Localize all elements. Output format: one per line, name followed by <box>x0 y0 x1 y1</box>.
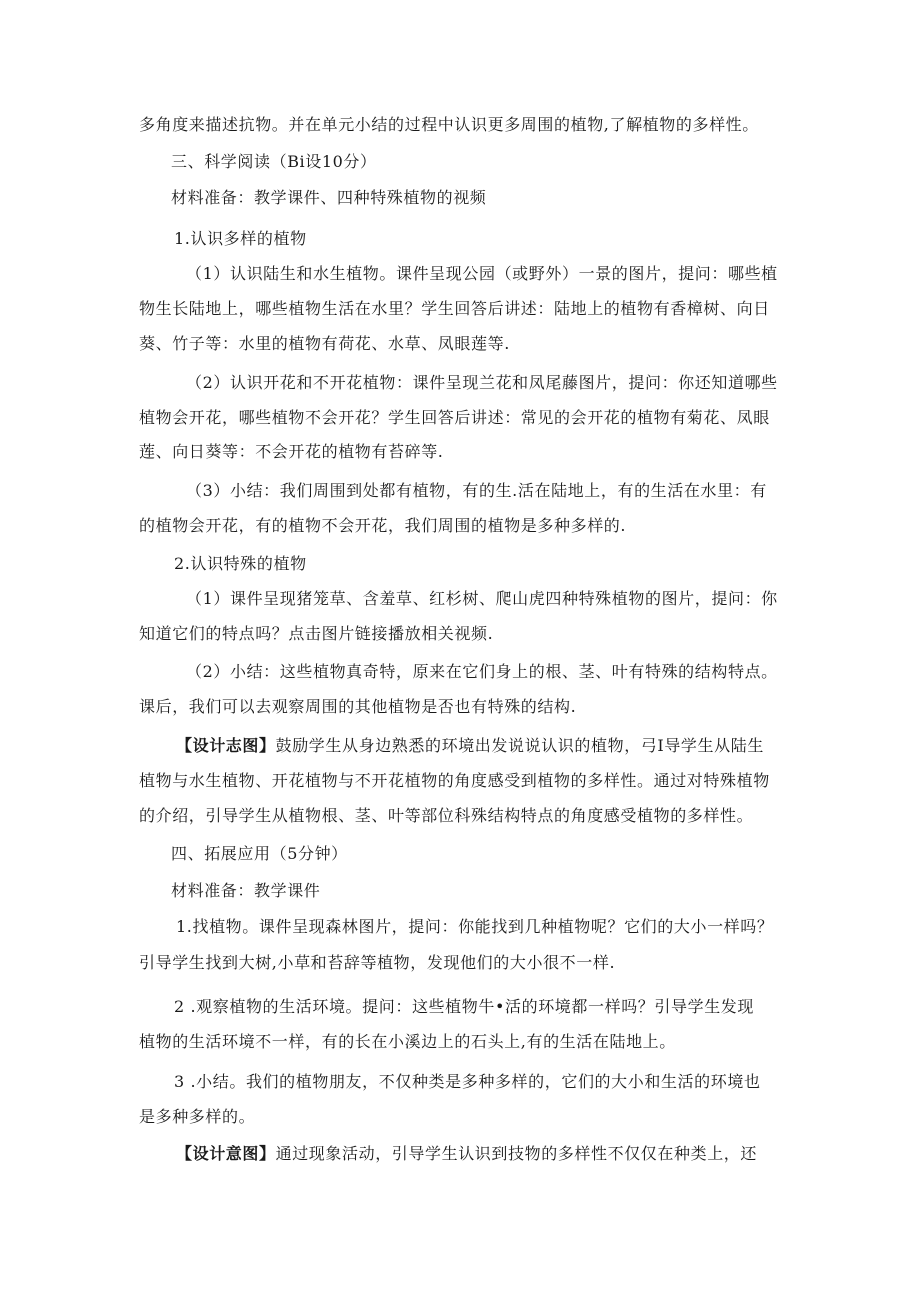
paragraph-5-line-1: （2）小结：这些植物真奇特，原来在它们身上的根、茎、叶有特殊的结构特点。 <box>186 662 778 681</box>
section-heading-3: 三、科学阅读（Bi设10分） <box>171 152 377 171</box>
paragraph-3-line-1: （3）小结：我们周围到处都有植物，有的生.活在陆地上，有的生活在水里：有 <box>186 481 767 500</box>
design-intent-1-line-3: 的介绍，引导学生从植物根、茎、叶等部位科殊结构特点的角度感受植物的多样性。 <box>139 806 754 825</box>
materials-line-1: 材料准备：教学课件、四种特殊植物的视频 <box>171 188 487 207</box>
text-line-1: 多角度来描述抗物。并在单元小结的过程中认识更多周围的植物,了解植物的多样性。 <box>139 115 759 134</box>
design-intent-text: 通过现象活动，引导学生认识到技物的多样性不仅仅在种类上，还 <box>275 1144 758 1163</box>
subheading-2: 2.认识特殊的植物 <box>174 554 307 573</box>
design-intent-label: 【设计意图】 <box>176 1144 276 1163</box>
paragraph-2-line-3: 莲、向日葵等：不会开花的植物有苔碎等. <box>139 442 444 461</box>
paragraph-1-line-2: 物生长陆地上，哪些植物生活在水里？学生回答后讲述：陆地上的植物有香樟树、向日 <box>139 299 770 318</box>
materials-line-2: 材料准备：教学课件 <box>171 881 321 900</box>
paragraph-4-line-2: 知道它们的特点吗？点击图片链接播放相关视频. <box>139 624 494 643</box>
design-intent-text: 鼓励学生从身边熟悉的环境出发说说认识的植物，弓I导学生从陆生 <box>275 736 764 755</box>
item-3-line-1: 3 .小结。我们的植物朋友，不仅种类是多种多样的，它们的大小和生活的环境也 <box>174 1072 761 1091</box>
paragraph-3-line-2: 的植物会开花，有的植物不会开花，我们周围的植物是多种多样的. <box>139 516 627 535</box>
design-intent-1-line-1 <box>176 735 836 757</box>
paragraph-1-line-3: 葵、竹子等：水里的植物有荷花、水草、凤眼莲等. <box>139 334 510 353</box>
item-3-line-2: 是多种多样的。 <box>139 1107 256 1126</box>
subheading-1: 1.认识多样的植物 <box>174 229 307 248</box>
item-1-line-2: 引导学生找到大树,小草和苔辞等植物，发现他们的大小很不一样. <box>139 953 616 972</box>
item-2-line-2: 植物的生活环境不一样，有的长在小溪边上的石头上,有的生活在陆地上。 <box>139 1032 676 1051</box>
item-1-line-1: 1.找植物。课件呈现森林图片，提问：你能找到几种植物呢？它们的大小一样吗？ <box>176 917 774 936</box>
item-2-line-1: 2 .观察植物的生活环境。提问：这些植物牛•活的环境都一样吗？引导学生发现 <box>174 997 754 1016</box>
design-intent-1-line-2: 植物与水生植物、开花植物与不开花植物的角度感受到植物的多样性。通过对特殊植物 <box>139 771 770 790</box>
design-intent-label: 【设计志图】 <box>176 736 276 755</box>
design-intent-2-line-1 <box>176 1143 836 1165</box>
paragraph-5-line-2: 课后，我们可以去观察周围的其他植物是否也有特殊的结构. <box>139 697 577 716</box>
paragraph-1-line-1: （1）认识陆生和水生植物。课件呈现公园（或野外）一景的图片，提问：哪些植 <box>186 264 778 283</box>
paragraph-2-line-1: （2）认识开花和不开花植物：课件呈现兰花和凤尾藤图片，提问：你还知道哪些 <box>186 373 778 392</box>
paragraph-2-line-2: 植物会开花，哪些植物不会开花？学生回答后讲述：常见的会开花的植物有菊花、凤眼 <box>139 408 770 427</box>
paragraph-4-line-1: （1）课件呈现猪笼草、含羞草、红杉树、爬山虎四种特殊植物的图片，提问：你 <box>186 589 778 608</box>
section-heading-4: 四、拓展应用（5分钟） <box>171 844 348 863</box>
